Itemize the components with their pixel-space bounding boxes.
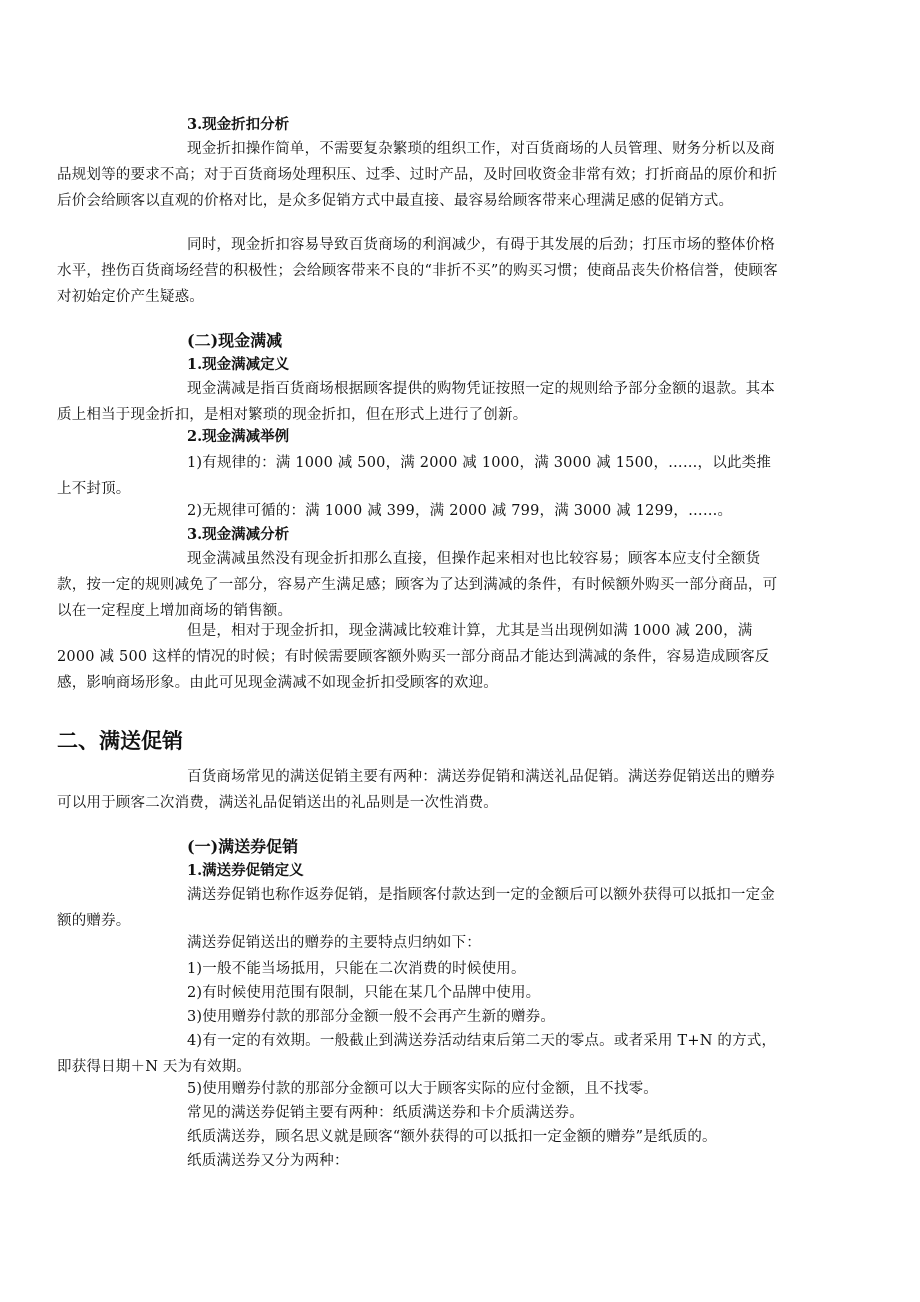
heading-voucher-definition: 1.满送券促销定义 [187, 862, 304, 879]
heading-cash-discount-analysis: 3.现金折扣分析 [187, 116, 290, 133]
example-irregular: 2)无规律可循的：满 1000 减 399，满 2000 减 799，满 3000 减 1299，……。 [187, 503, 733, 519]
heading-cash-reduction-examples: 2.现金满减举例 [187, 428, 290, 445]
paragraph-voucher-definition: 满送券促销也称作返券促销，是指顾客付款达到一定的金额后可以额外获得可以抵扣一定金额的赠券。 [57, 887, 775, 929]
section-title-cash-reduction: (二)现金满减 [187, 331, 283, 350]
example-regular: 1)有规律的：满 1000 减 500，满 2000 减 1000，满 3000 减 1500，……，以此类推上不封顶。 [57, 455, 772, 497]
heading-cash-reduction-analysis: 3.现金满减分析 [187, 526, 290, 543]
paragraph-cash-discount-pros: 现金折扣操作简单，不需要复杂繁琐的组织工作，对百货商场的人员管理、财务分析以及商品规划等的要求不高；对于百货商场处理积压、过季、过时产品，及时回收资金非常有效；打折商品的原价和折后价会给顾客以直观的价格对比，是众多促销方式中最直接、最容易给顾客带来心理满足感的促销方式。 [57, 141, 778, 209]
paragraph-voucher-features-intro: 满送券促销送出的赠券的主要特点归纳如下： [187, 935, 481, 951]
paragraph-cash-reduction-pros: 现金满减虽然没有现金折扣那么直接，但操作起来相对也比较容易；顾客本应支付全额货款，按一定的规则减免了一部分，容易产生满足感；顾客为了达到满减的条件，有时候额外购买一部分商品，可以在一定程度上增加商场的销售额。 [57, 551, 778, 619]
feature-item-4: 4)有一定的有效期。一般截止到满送券活动结束后第二天的零点。或者采用 T+N 的方式，即获得日期＋N 天为有效期。 [57, 1033, 777, 1075]
paragraph-cash-reduction-definition: 现金满减是指百货商场根据顾客提供的购物凭证按照一定的规则给予部分金额的退款。其本质上相当于现金折扣，是相对繁琐的现金折扣，但在形式上进行了创新。 [57, 381, 775, 423]
paragraph-paper-voucher-kinds: 纸质满送券又分为两种： [187, 1153, 349, 1169]
paragraph-cash-reduction-cons: 但是，相对于现金折扣，现金满减比较难计算，尤其是当出现例如满 1000 减 200，满 2000 减 500 这样的情况的时候；有时候需要顾客额外购买一部分商品才能达到满减的条件，容易造成顾客反感，影响商场形象。由此可见现金满减不如现金折扣受顾客的欢迎。 [57, 623, 770, 691]
feature-item-2: 2)有时候使用范围有限制，只能在某几个品牌中使用。 [187, 985, 541, 1001]
heading-cash-reduction-definition: 1.现金满减定义 [187, 356, 290, 373]
chapter-title-full-gift-promotion: 二、满送促销 [57, 728, 183, 753]
feature-item-1: 1)一般不能当场抵用，只能在二次消费的时候使用。 [187, 961, 526, 977]
paragraph-paper-voucher: 纸质满送券，顾名思义就是顾客“额外获得的可以抵扣一定金额的赠券”是纸质的。 [187, 1129, 717, 1145]
paragraph-cash-discount-cons: 同时，现金折扣容易导致百货商场的利润减少，有碍于其发展的后劲；打压市场的整体价格水平，挫伤百货商场经营的积极性；会给顾客带来不良的“非折不买”的购买习惯；使商品丧失价格信誉，使顾客对初始定价产生疑惑。 [57, 237, 778, 305]
feature-item-3: 3)使用赠券付款的那部分金额一般不会再产生新的赠券。 [187, 1009, 556, 1025]
paragraph-full-gift-intro: 百货商场常见的满送促销主要有两种：满送券促销和满送礼品促销。满送券促销送出的赠券可以用于顾客二次消费，满送礼品促销送出的礼品则是一次性消费。 [57, 769, 775, 811]
feature-item-5: 5)使用赠券付款的那部分金额可以大于顾客实际的应付金额，且不找零。 [187, 1081, 658, 1097]
paragraph-voucher-types: 常见的满送券促销主要有两种：纸质满送券和卡介质满送券。 [187, 1105, 584, 1121]
section-title-voucher-promotion: (一)满送券促销 [187, 837, 299, 856]
